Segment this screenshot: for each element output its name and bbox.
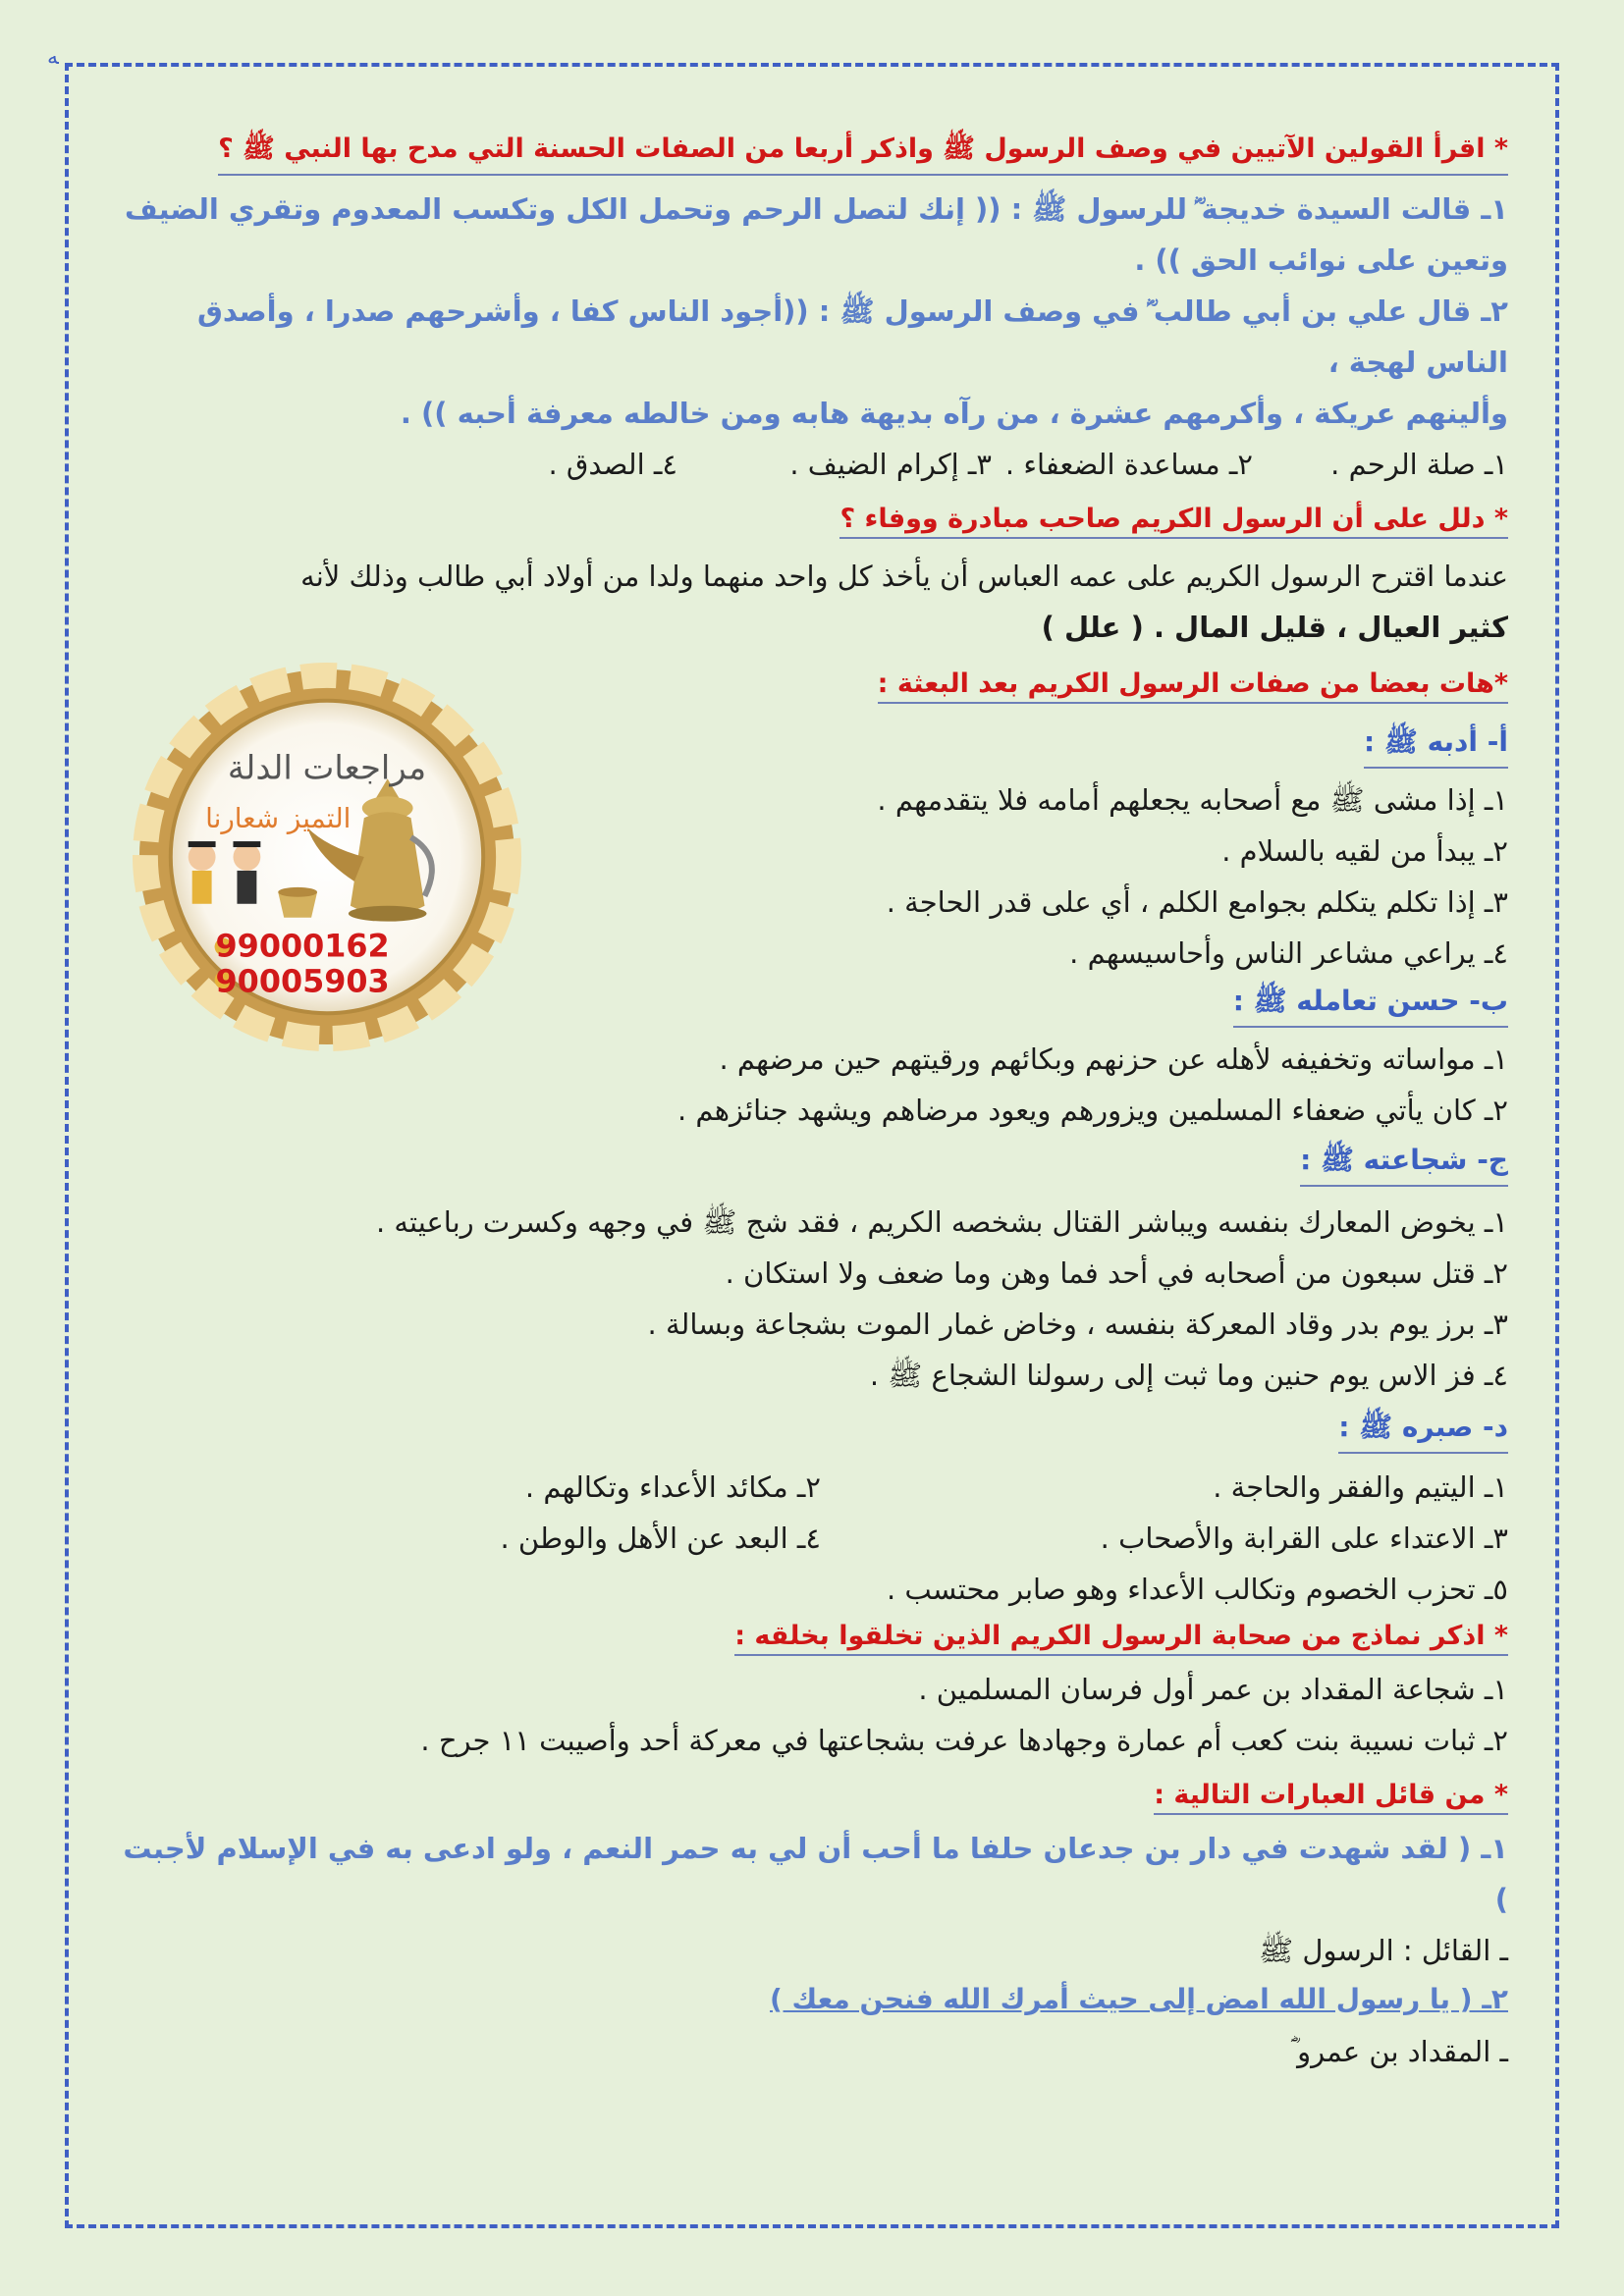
logo-slogan: التميز شعارنا — [205, 802, 352, 835]
adab-item: ٤ـ يراعي مشاعر الناس وأحاسيسهم . — [1069, 936, 1508, 970]
husn-item: ١ـ مواساته وتخفيفه لأهله عن حزنهم وبكائهم ورقيتهم حين مرضهم . — [719, 1042, 1508, 1076]
subheading-shajaa: ج- شجاعته ﷺ : — [1300, 1144, 1508, 1187]
quote-1-line-2: وتعين على نوائب الحق )) . — [1134, 243, 1508, 277]
sabr-item: ١ـ اليتيم والفقر والحاجة . — [1213, 1470, 1508, 1504]
model-item: ٢ـ ثبات نسيبة بنت كعب أم عمارة وجهادها عرفت بشجاعتها في معركة أحد وأصيبت ١١ جرح . — [420, 1724, 1508, 1757]
answer-item: ٣ـ إكرام الضيف . — [789, 448, 992, 481]
question-1: * اقرأ القولين الآتيين في وصف الرسول ﷺ واذكر أربعا من الصفات الحسنة التي مدح بها النبي ﷺ ؟ — [218, 132, 1508, 176]
adab-item: ٢ـ يبدأ من لقيه بالسلام . — [1221, 834, 1508, 868]
worksheet-content — [114, 124, 1508, 2077]
subheading-sabr: د- صبره ﷺ : — [1338, 1411, 1508, 1454]
subheading-adab: أ- أدبه ﷺ : — [1364, 725, 1508, 769]
husn-item: ٢ـ كان يأتي ضعفاء المسلمين ويزورهم ويعود مرضاهم ويشهد جنائزهم . — [677, 1094, 1508, 1127]
sabr-item: ٣ـ الاعتداء على القرابة والأصحاب . — [1100, 1522, 1508, 1555]
model-item: ١ـ شجاعة المقداد بن عمر أول فرسان المسلمين . — [918, 1673, 1508, 1706]
sabr-row-2 — [114, 1513, 1508, 1564]
subheading-husn: ب- حسن تعامله ﷺ : — [1233, 985, 1508, 1028]
logo-phone-2: 90005903 — [215, 962, 390, 1000]
sabr-item: ٤ـ البعد عن الأهل والوطن . — [500, 1522, 821, 1555]
quote-3: ١ـ ( لقد شهدت في دار بن جدعان حلفا ما أحب أن لي به حمر النعم ، ولو ادعى به في الإسلام لأجبت ) — [123, 1832, 1508, 1916]
quote-4: ٢ـ ( يا رسول الله امض إلى حيث أمرك الله فنحن معك ) — [770, 1983, 1508, 2015]
shajaa-item: ٤ـ فز الاس يوم حنين وما ثبت إلى رسولنا الشجاع ﷺ . — [869, 1359, 1508, 1392]
logo-phone-1: 99000162 — [215, 927, 390, 965]
question-4: * اذكر نماذج من صحابة الرسول الكريم الذين تخلقوا بخلقه : — [734, 1621, 1508, 1656]
shajaa-item: ١ـ يخوض المعارك بنفسه ويباشر القتال بشخصه الكريم ، فقد شج ﷺ في وجهه وكسرت رباعيته . — [375, 1205, 1508, 1239]
adab-item: ١ـ إذا مشى ﷺ مع أصحابه يجعلهم أمامه فلا يتقدمهم . — [877, 783, 1508, 817]
sabr-item: ٥ـ تحزب الخصوم وتكالب الأعداء وهو صابر محتسب . — [886, 1573, 1508, 1606]
corner-mark: ﻪ — [47, 45, 59, 70]
sabr-row-1 — [114, 1462, 1508, 1513]
question-2: * دلل على أن الرسول الكريم صاحب مبادرة ووفاء ؟ — [839, 504, 1508, 539]
shajaa-item: ٢ـ قتل سبعون من أصحابه في أحد فما وهن وما ضعف ولا استكان . — [725, 1256, 1508, 1290]
answer-item: ٢ـ مساعدة الضعفاء . — [1004, 448, 1253, 481]
speaker-2: ـ المقداد بن عمرو ؓ — [1289, 2035, 1508, 2068]
shajaa-item: ٣ـ برز يوم بدر وقاد المعركة بنفسه ، وخاض غمار الموت بشجاعة وبسالة . — [647, 1308, 1508, 1341]
answer-2-line-2: كثير العيال ، قليل المال . ( علل ) — [1041, 611, 1508, 644]
quote-2-line-1: ٢ـ قال علي بن أبي طالب ؓ في وصف الرسول ﷺ : ((أجود الناس كفا ، وأشرحهم صدرا ، وأصدق الناس لهجة ، — [196, 294, 1508, 379]
speaker-1: ـ القائل : الرسول ﷺ — [1259, 1934, 1508, 1967]
answer-item: ٤ـ الصدق . — [548, 448, 677, 481]
answers-row-1 — [114, 439, 1508, 490]
quote-2-line-2: وألينهم عريكة ، وأكرمهم عشرة ، من رآه بديهة هابه ومن خالطه معرفة أحبه )) . — [400, 397, 1508, 430]
question-3: *هات بعضا من صفات الرسول الكريم بعد البعثة : — [878, 668, 1508, 704]
answer-2-line-1: عندما اقترح الرسول الكريم على عمه العباس أن يأخذ كل واحد منهما ولدا من أولاد أبي طالب وذلك لأنه — [300, 560, 1508, 593]
adab-item: ٣ـ إذا تكلم يتكلم بجوامع الكلم ، أي على قدر الحاجة . — [886, 885, 1508, 919]
answer-item: ١ـ صلة الرحم . — [1330, 448, 1508, 481]
logo-title: مراجعات الدلة — [227, 748, 427, 787]
quote-1-line-1: ١ـ قالت السيدة خديجة ؓ للرسول ﷺ : (( إنك لتصل الرحم وتحمل الكل وتكسب المعدوم وتقري الضيف — [125, 192, 1508, 226]
question-5: * من قائل العبارات التالية : — [1154, 1780, 1508, 1815]
sabr-item: ٢ـ مكائد الأعداء وتكالهم . — [524, 1470, 821, 1504]
